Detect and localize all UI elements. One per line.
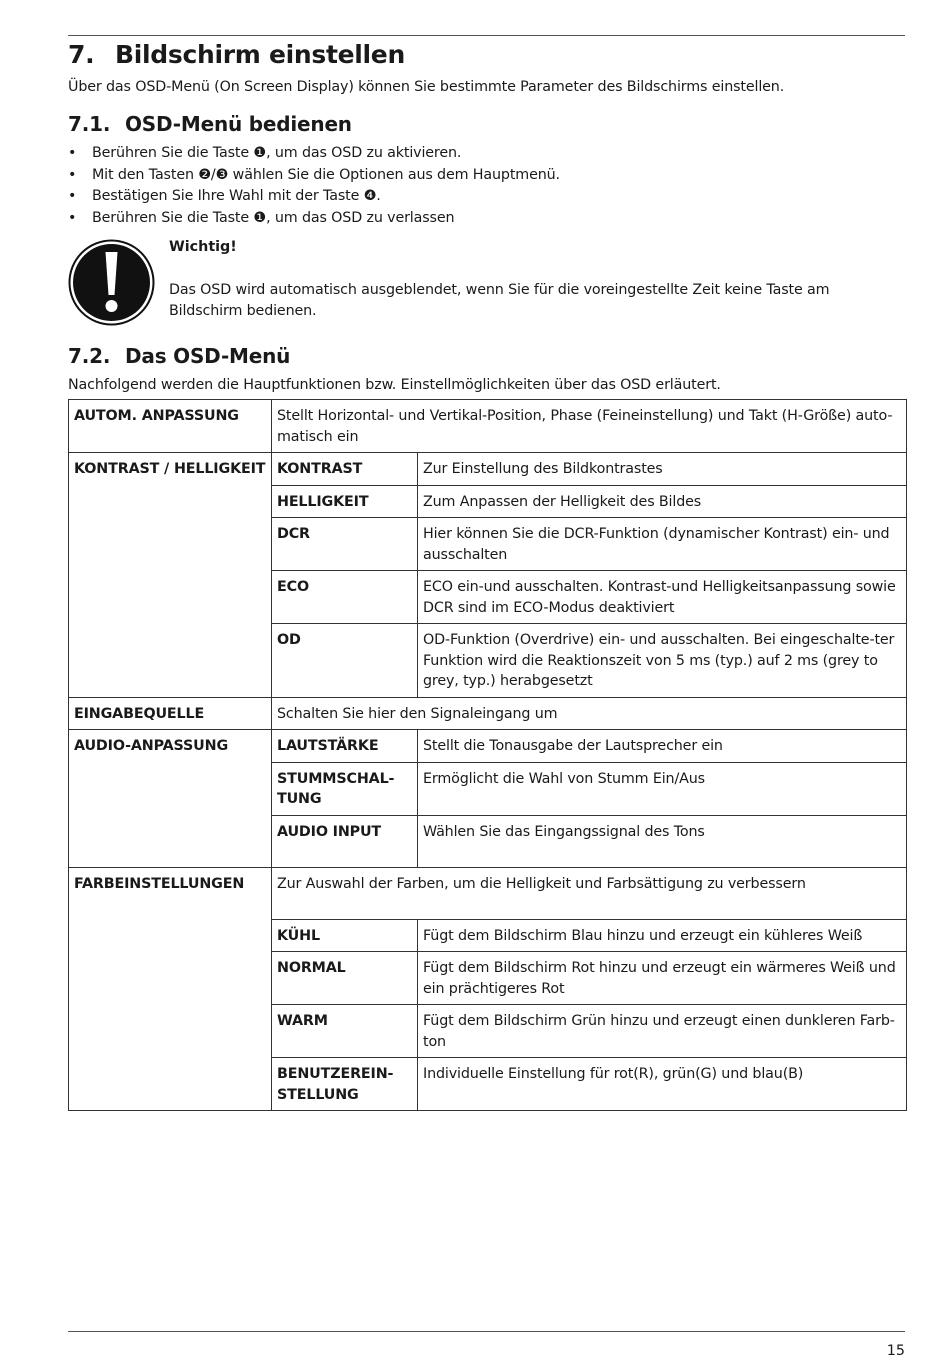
submenu-description: Zum Anpassen der Helligkeit des Bildes: [418, 485, 907, 518]
submenu-description: Fügt dem Bildschirm Rot hinzu und erzeugt ein wärmeres Weiß und ein prächtigeres Rot: [418, 952, 907, 1005]
submenu-description: ECO ein-und ausschalten. Kontrast-und Helligkeitsanpassung sowie DCR sind im ECO-Modus deaktiviert: [418, 571, 907, 624]
menu-label: AUTOM. ANPASSUNG: [69, 400, 272, 453]
submenu-description: Individuelle Einstellung für rot(R), grün(G) und blau(B): [418, 1058, 907, 1111]
important-title: Wichtig!: [169, 239, 237, 255]
submenu-label: AUDIO INPUT: [272, 815, 418, 867]
list-item: • Berühren Sie die Taste ❶, um das OSD zu verlassen: [68, 208, 560, 230]
menu-description: Zur Auswahl der Farben, um die Helligkeit und Farbsättigung zu verbessern: [272, 867, 907, 919]
submenu-label: STUMMSCHAL-TUNG: [272, 762, 418, 815]
submenu-description: Fügt dem Bildschirm Grün hinzu und erzeugt einen dunkleren Farb-ton: [418, 1005, 907, 1058]
subsection-intro: Nachfolgend werden die Hauptfunktionen bzw. Einstellmöglichkeiten über das OSD erläutert.: [68, 377, 721, 393]
bottom-rule: [68, 1331, 905, 1332]
menu-label: AUDIO-ANPASSUNG: [69, 730, 272, 868]
list-item: • Mit den Tasten ❷/❸ wählen Sie die Optionen aus dem Hauptmenü.: [68, 165, 560, 187]
submenu-label: OD: [272, 624, 418, 698]
list-item: • Berühren Sie die Taste ❶, um das OSD zu aktivieren.: [68, 143, 560, 165]
menu-label: EINGABEQUELLE: [69, 697, 272, 730]
menu-label: KONTRAST / HELLIGKEIT: [69, 453, 272, 698]
section-heading: 7. Bildschirm einstellen: [68, 40, 405, 69]
table-row: [69, 400, 907, 453]
table-row: [69, 730, 907, 763]
submenu-description: Fügt dem Bildschirm Blau hinzu und erzeugt ein kühleres Weiß: [418, 919, 907, 952]
submenu-label: LAUTSTÄRKE: [272, 730, 418, 763]
submenu-description: Wählen Sie das Eingangssignal des Tons: [418, 815, 907, 867]
submenu-description: Zur Einstellung des Bildkontrastes: [418, 453, 907, 486]
menu-description: Schalten Sie hier den Signaleingang um: [272, 697, 907, 730]
submenu-description: OD-Funktion (Overdrive) ein- und ausschalten. Bei eingeschalte-ter Funktion wird die Reaktionszeit von 5 ms (typ.) auf 2 ms (grey to grey, typ.) herabgesetzt: [418, 624, 907, 698]
submenu-label: NORMAL: [272, 952, 418, 1005]
top-rule: [68, 35, 905, 36]
submenu-label: BENUTZEREIN-STELLUNG: [272, 1058, 418, 1111]
table-row: [69, 867, 907, 919]
submenu-label: DCR: [272, 518, 418, 571]
list-item: • Bestätigen Sie Ihre Wahl mit der Taste ❹.: [68, 186, 560, 208]
exclamation-icon: [68, 239, 155, 326]
subsection-heading-osd-bedienen: 7.1. OSD-Menü bedienen: [68, 112, 352, 136]
submenu-label: HELLIGKEIT: [272, 485, 418, 518]
submenu-description: Stellt die Tonausgabe der Lautsprecher ein: [418, 730, 907, 763]
section-intro: Über das OSD-Menü (On Screen Display) können Sie bestimmte Parameter des Bildschirms einstellen.: [68, 79, 785, 95]
menu-description: Stellt Horizontal- und Vertikal-Position, Phase (Feineinstellung) und Takt (H-Größe) auto-matisch ein: [272, 400, 907, 453]
submenu-label: ECO: [272, 571, 418, 624]
osd-menu-table: [68, 399, 907, 1111]
subsection-heading-osd-menu: 7.2. Das OSD-Menü: [68, 344, 291, 368]
submenu-label: KÜHL: [272, 919, 418, 952]
submenu-label: WARM: [272, 1005, 418, 1058]
table-row: [69, 697, 907, 730]
page-number: 15: [886, 1343, 905, 1359]
menu-label: FARBEINSTELLUNGEN: [69, 867, 272, 1111]
instruction-list: [68, 143, 560, 230]
submenu-description: Ermöglicht die Wahl von Stumm Ein/Aus: [418, 762, 907, 815]
submenu-label: KONTRAST: [272, 453, 418, 486]
table-row: [69, 453, 907, 486]
important-text: Das OSD wird automatisch ausgeblendet, wenn Sie für die voreingestellte Zeit keine Taste am Bildschirm bedienen.: [169, 282, 830, 319]
submenu-description: Hier können Sie die DCR-Funktion (dynamischer Kontrast) ein- und ausschalten: [418, 518, 907, 571]
